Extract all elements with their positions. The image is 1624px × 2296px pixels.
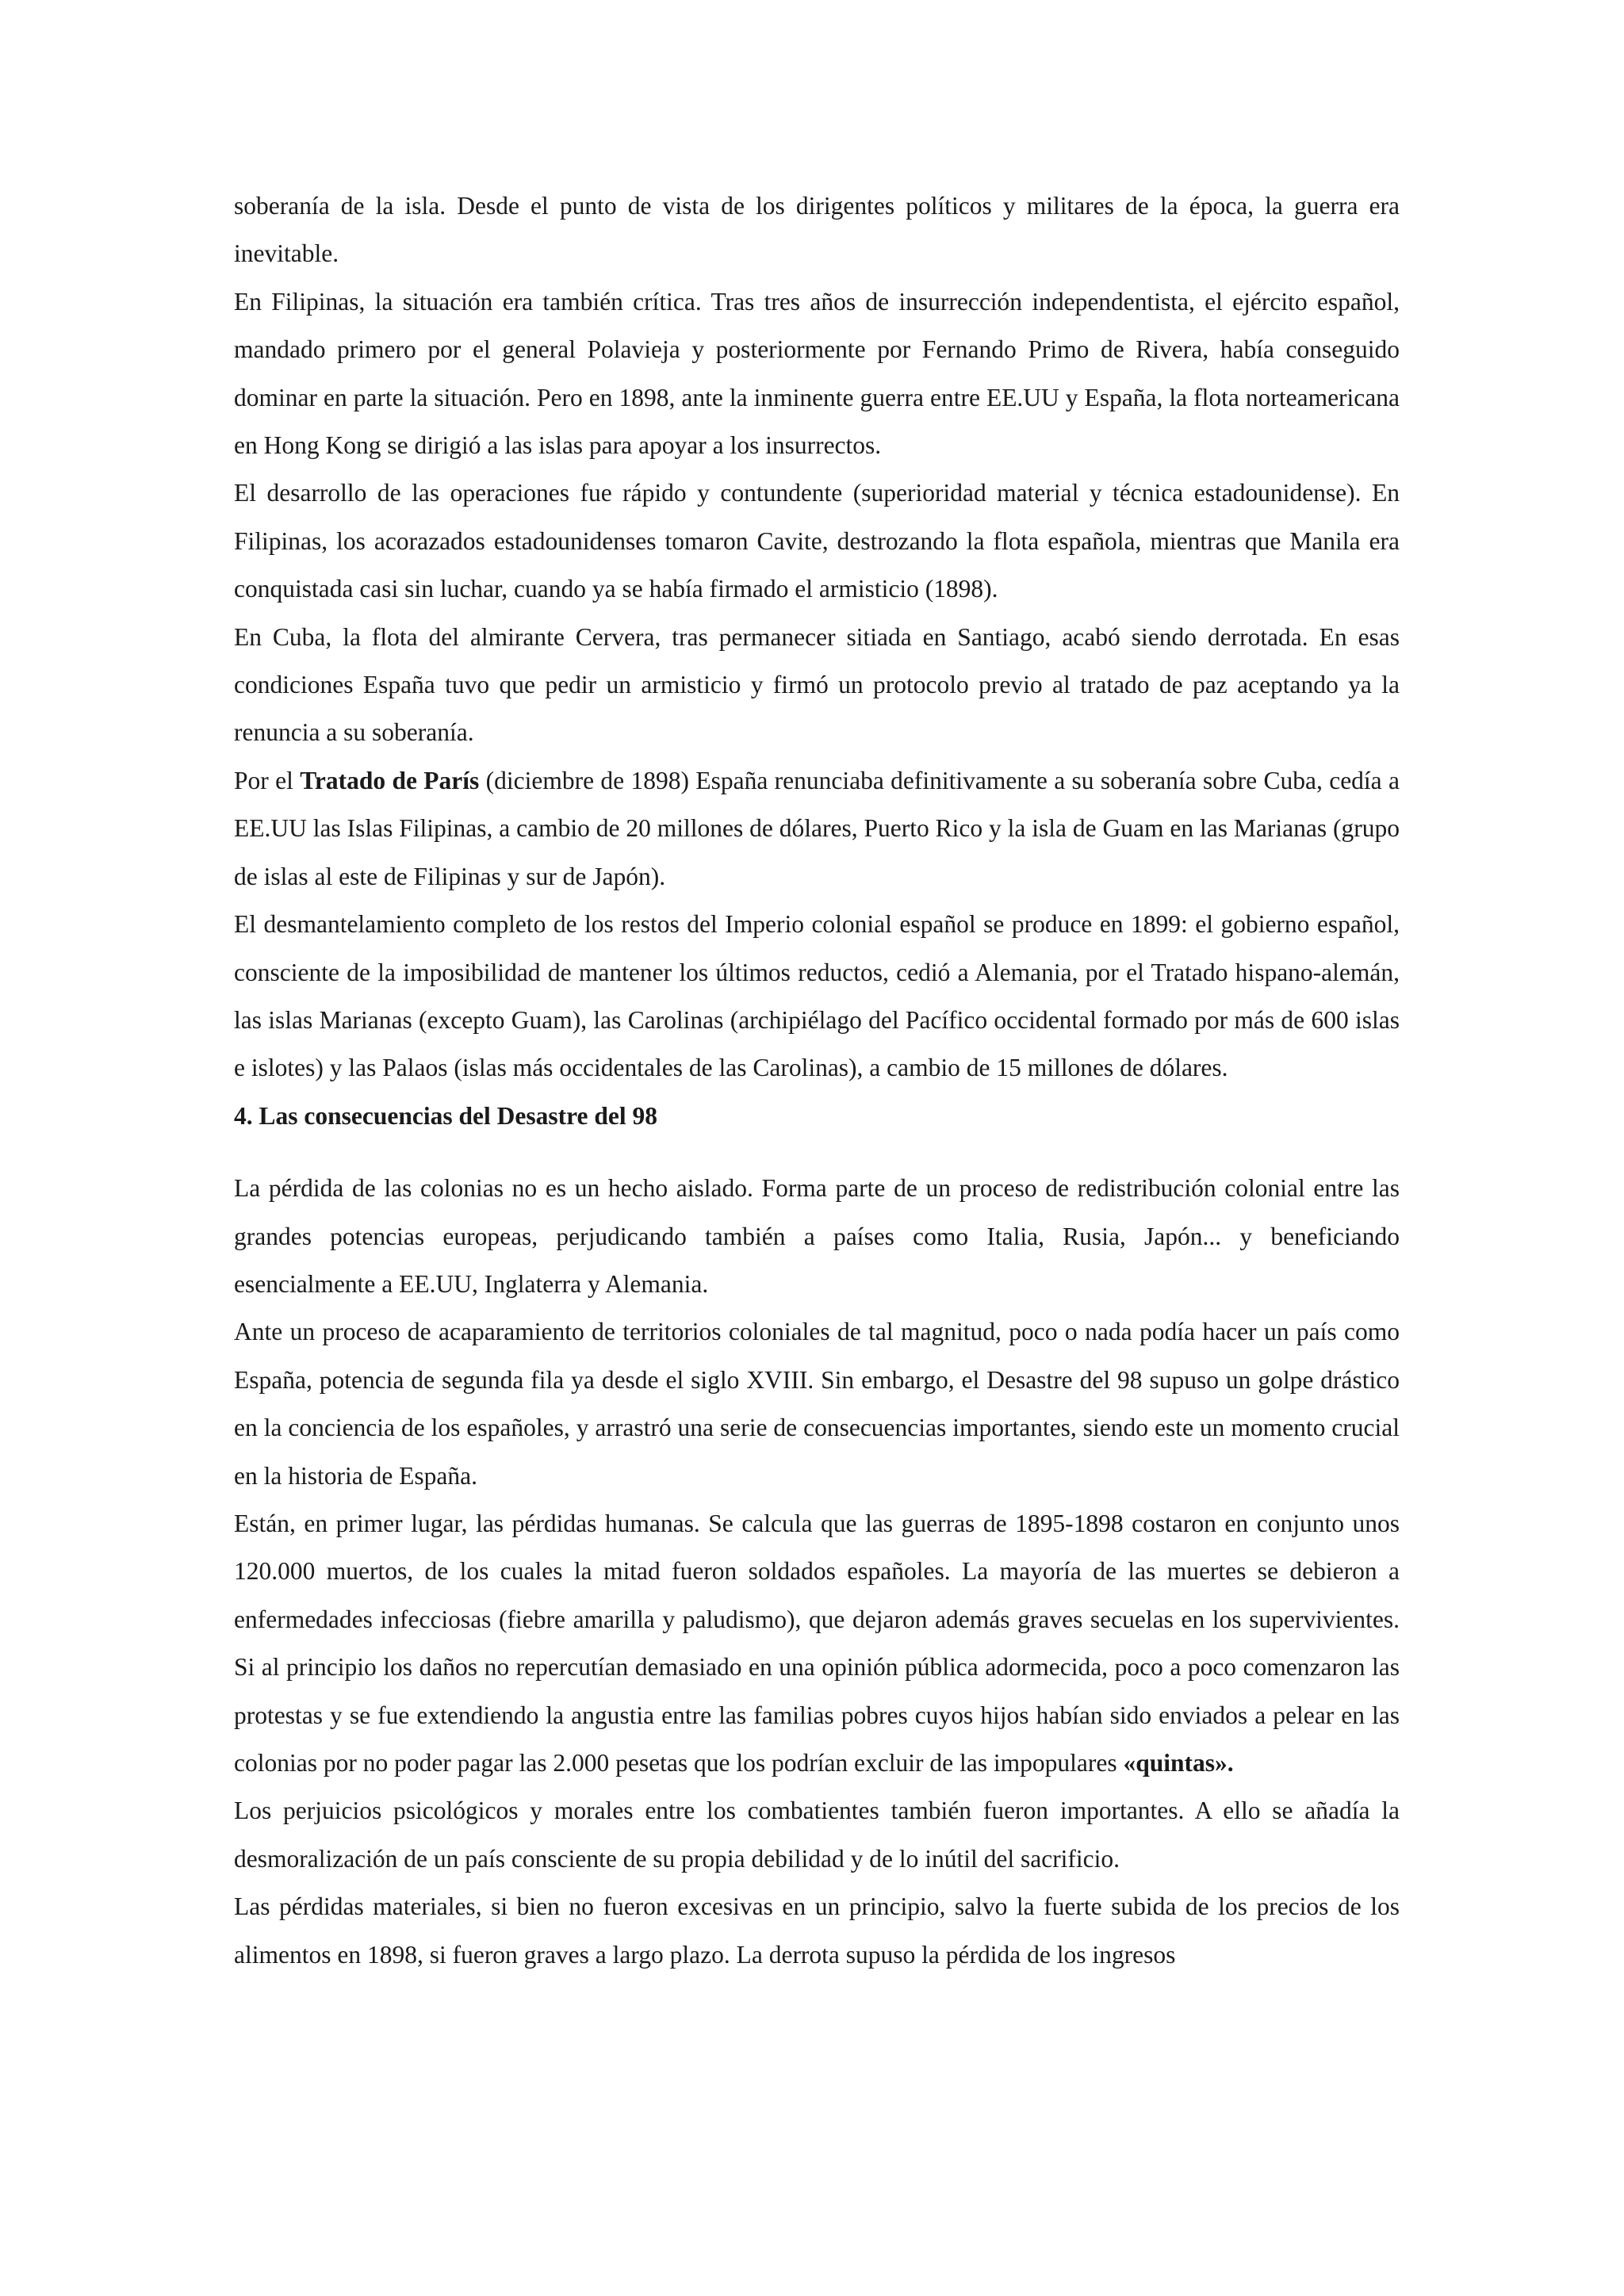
paragraph: La pérdida de las colonias no es un hecho aislado. Forma parte de un proceso de redistribución colonial entre las grandes potencias europeas, perjudicando también a países como Italia, Rusia, Japón... y beneficiando esencialmente a EE.UU, Inglaterra y Alemania. xyxy=(234,1174,1400,1298)
document-page xyxy=(234,182,1400,1979)
text-span: Están, en primer lugar, las pérdidas humanas. Se calcula que las guerras de 1895-1898 costaron en conjunto unos 120.000 muertos, de los cuales la mitad fueron soldados españoles. La mayoría de las muertes se debieron a enfermedades infecciosas (fiebre amarilla y paludismo), que dejaron además graves secuelas en los supervivientes. Si al principio los daños no repercutían demasiado en una opinión pública adormecida, poco a poco comenzaron las protestas y se fue extendiendo la angustia entre las familias pobres cuyos hijos habían sido enviados a pelear en las colonias por no poder pagar las 2.000 pesetas que los podrían excluir de las impopulares xyxy=(234,1509,1400,1777)
paragraph: En Cuba, la flota del almirante Cervera, tras permanecer sitiada en Santiago, acabó siendo derrotada. En esas condiciones España tuvo que pedir un armisticio y firmó un protocolo previo al tratado de paz aceptando ya la renuncia a su soberanía. xyxy=(234,622,1400,747)
paragraph-quintas xyxy=(234,1500,1400,1787)
paragraph-tratado-paris xyxy=(234,757,1400,901)
section-heading: 4. Las consecuencias del Desastre del 98 xyxy=(234,1101,658,1130)
bold-term: Tratado de París xyxy=(300,766,480,794)
paragraph: Los perjuicios psicológicos y morales entre los combatientes también fueron importantes. A ello se añadía la desmoralización de un país consciente de su propia debilidad y de lo inútil del sacrificio. xyxy=(234,1797,1400,1873)
paragraph: Ante un proceso de acaparamiento de territorios coloniales de tal magnitud, poco o nada podía hacer un país como España, potencia de segunda fila ya desde el siglo XVIII. Sin embargo, el Desastre del 98 supuso un golpe drástico en la conciencia de los españoles, y arrastró una serie de consecuencias importantes, siendo este un momento crucial en la historia de España. xyxy=(234,1318,1400,1490)
paragraph: soberanía de la isla. Desde el punto de vista de los dirigentes políticos y militares de la época, la guerra era inevitable. xyxy=(234,192,1400,268)
paragraph: El desmantelamiento completo de los restos del Imperio colonial español se produce en 1899: el gobierno español, consciente de la imposibilidad de mantener los últimos reductos, cedió a Alemania, por el Tratado hispano-alemán, las islas Marianas (excepto Guam), las Carolinas (archipiélago del Pacífico occidental formado por más de 600 islas e islotes) y las Palaos (islas más occidentales de las Carolinas), a cambio de 15 millones de dólares. xyxy=(234,910,1400,1082)
bold-term: «quintas». xyxy=(1123,1749,1234,1777)
text-span: (diciembre de 1898) España renunciaba definitivamente a su soberanía sobre Cuba, cedía a EE.UU las Islas Filipinas, a cambio de 20 millones de dólares, Puerto Rico y la isla de Guam en las Marianas (grupo de islas al este de Filipinas y sur de Japón). xyxy=(234,766,1400,890)
paragraph: El desarrollo de las operaciones fue rápido y contundente (superioridad material y técnica estadounidense). En Filipinas, los acorazados estadounidenses tomaron Cavite, destrozando la flota española, mientras que Manila era conquistada casi sin luchar, cuando ya se había firmado el armisticio (1898). xyxy=(234,479,1400,603)
text-span: Por el xyxy=(234,766,301,794)
paragraph: En Filipinas, la situación era también crítica. Tras tres años de insurrección independentista, el ejército español, mandado primero por el general Polavieja y posteriormente por Fernando Primo de Rivera, había conseguido dominar en parte la situación. Pero en 1898, ante la inminente guerra entre EE.UU y España, la flota norteamericana en Hong Kong se dirigió a las islas para apoyar a los insurrectos. xyxy=(234,287,1400,460)
paragraph: Las pérdidas materiales, si bien no fueron excesivas en un principio, salvo la fuerte subida de los precios de los alimentos en 1898, si fueron graves a largo plazo. La derrota supuso la pérdida de los ingresos xyxy=(234,1892,1400,1969)
